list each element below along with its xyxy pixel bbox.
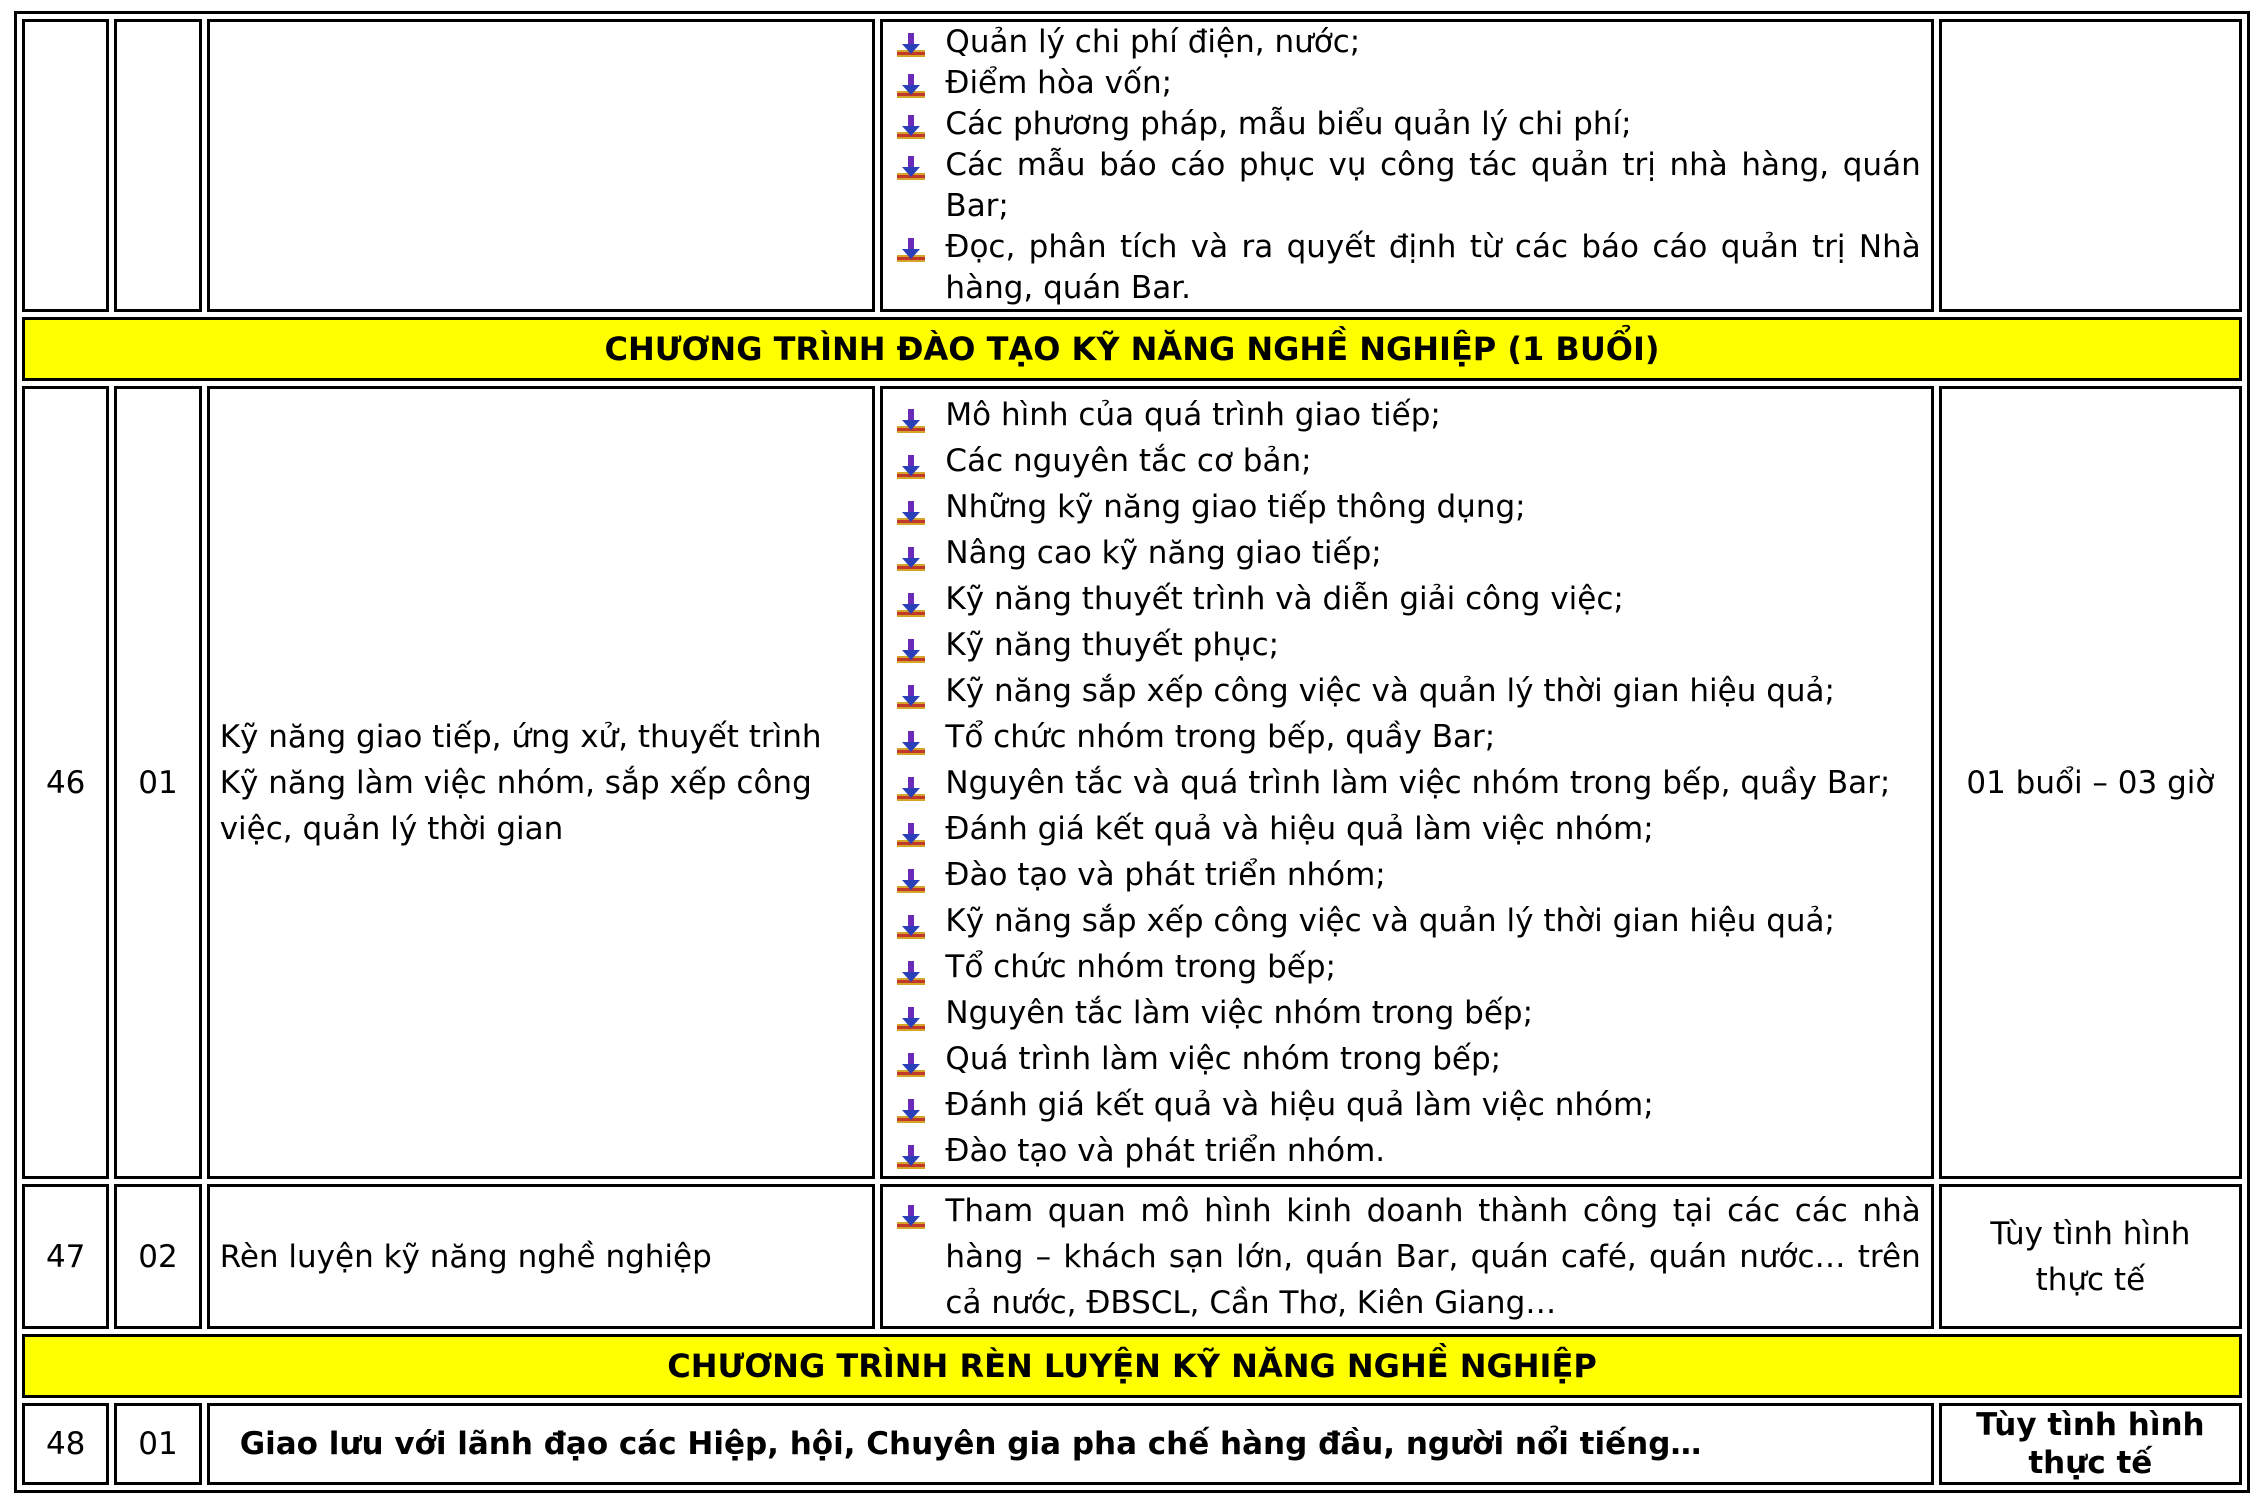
bullet-item [893,576,1920,622]
bullet-item [893,1128,1920,1174]
arrow-down-bullet-icon [897,1138,925,1164]
arrow-down-bullet-icon [897,540,925,566]
bullet-text: Các phương pháp, mẫu biểu quản lý chi phí; [945,106,1632,142]
title-line: Kỹ năng làm việc nhóm, sắp xếp công việc, quản lý thời gian [219,764,812,847]
bullet-item [893,852,1920,898]
bullet-item [893,1036,1920,1082]
duration-cell: Tùy tình hình thực tế [1939,1184,2242,1329]
stt-cell: 46 [22,386,109,1179]
code-cell [114,19,201,312]
section-header: CHƯƠNG TRÌNH ĐÀO TẠO KỸ NĂNG NGHỀ NGHIỆP (1 BUỔI) [22,317,2242,381]
arrow-down-bullet-icon [897,954,925,980]
title-line: Rèn luyện kỹ năng nghề nghiệp [219,1238,712,1275]
arrow-down-bullet-icon [897,770,925,796]
bullet-text: Nguyên tắc và quá trình làm việc nhóm trong bếp, quầy Bar; [945,764,1891,801]
arrow-down-bullet-icon [897,448,925,474]
section-header-row [22,1334,2242,1398]
bullet-item [893,668,1920,714]
code-cell: 01 [114,386,201,1179]
arrow-down-bullet-icon [897,632,925,658]
bullet-text: Các nguyên tắc cơ bản; [945,442,1312,479]
bullet-text: Quản lý chi phí điện, nước; [945,24,1361,60]
arrow-down-bullet-icon [897,1046,925,1072]
curriculum-table [14,11,2250,1493]
arrow-down-bullet-icon [897,494,925,520]
table-row [22,386,2242,1179]
arrow-down-bullet-icon [897,402,925,428]
bullet-text: Tổ chức nhóm trong bếp, quầy Bar; [945,718,1496,755]
arrow-down-bullet-icon [897,1092,925,1118]
bullet-item [893,1082,1920,1128]
arrow-down-bullet-icon [897,70,925,96]
title-line: Kỹ năng giao tiếp, ứng xử, thuyết trình [219,718,822,755]
bullet-item [893,484,1920,530]
content-cell [880,1184,1933,1329]
bullet-text: Mô hình của quá trình giao tiếp; [945,396,1441,433]
bullet-text: Đọc, phân tích và ra quyết định từ các báo cáo quản trị Nhà hàng, quán Bar. [945,229,1921,306]
bullet-item [893,227,1920,309]
bullet-item [893,760,1920,806]
bullet-item [893,1188,1920,1326]
table-row [22,1184,2242,1329]
bullet-item [893,104,1920,145]
arrow-down-bullet-icon [897,862,925,888]
bullet-text: Tổ chức nhóm trong bếp; [945,948,1336,985]
bullet-item [893,530,1920,576]
duration-cell: 01 buổi – 03 giờ [1939,386,2242,1179]
bullet-text: Kỹ năng sắp xếp công việc và quản lý thời gian hiệu quả; [945,672,1835,709]
bullet-list [893,1188,1920,1326]
content-cell [880,386,1933,1179]
bullet-text: Kỹ năng thuyết trình và diễn giải công việc; [945,580,1624,617]
bullet-item [893,714,1920,760]
bullet-item [893,392,1920,438]
bullet-list [893,22,1920,309]
bullet-item [893,438,1920,484]
section-header: CHƯƠNG TRÌNH RÈN LUYỆN KỸ NĂNG NGHỀ NGHIỆP [22,1334,2242,1398]
bullet-item [893,622,1920,668]
arrow-down-bullet-icon [897,816,925,842]
bullet-text: Đánh giá kết quả và hiệu quả làm việc nhóm; [945,1086,1654,1123]
arrow-down-bullet-icon [897,1000,925,1026]
arrow-down-bullet-icon [897,111,925,137]
bullet-text: Kỹ năng sắp xếp công việc và quản lý thời gian hiệu quả; [945,902,1835,939]
bullet-text: Nâng cao kỹ năng giao tiếp; [945,534,1382,571]
bullet-text: Kỹ năng thuyết phục; [945,626,1280,663]
bullet-text: Các mẫu báo cáo phục vụ công tác quản trị nhà hàng, quán Bar; [945,147,1921,224]
stt-cell [22,19,109,312]
bullet-text: Đào tạo và phát triển nhóm. [945,1132,1386,1169]
bullet-text: Những kỹ năng giao tiếp thông dụng; [945,488,1526,525]
arrow-down-bullet-icon [897,586,925,612]
bullet-item [893,145,1920,227]
arrow-down-bullet-icon [897,29,925,55]
content-cell [880,19,1933,312]
code-cell: 02 [114,1184,201,1329]
title-cell [207,386,876,1179]
arrow-down-bullet-icon [897,234,925,260]
bullet-item [893,806,1920,852]
bullet-text: Điểm hòa vốn; [945,65,1173,101]
arrow-down-bullet-icon [897,152,925,178]
title-cell [207,1184,876,1329]
code-cell: 01 [114,1403,201,1485]
table-row [22,1403,2242,1485]
section-header-row [22,317,2242,381]
merged-content-cell: Giao lưu với lãnh đạo các Hiệp, hội, Chuyên gia pha chế hàng đầu, người nổi tiếng… [207,1403,1934,1485]
arrow-down-bullet-icon [897,724,925,750]
document-table-wrapper [14,11,2250,1493]
table-row-continuation [22,19,2242,312]
stt-cell: 47 [22,1184,109,1329]
bullet-text: Đào tạo và phát triển nhóm; [945,856,1386,893]
arrow-down-bullet-icon [897,1198,925,1224]
bullet-item [893,898,1920,944]
bullet-item [893,63,1920,104]
duration-cell: Tùy tình hình thực tế [1939,1403,2242,1485]
bullet-item [893,22,1920,63]
bullet-list [893,392,1920,1174]
arrow-down-bullet-icon [897,678,925,704]
stt-cell: 48 [22,1403,109,1485]
title-cell [207,19,876,312]
bullet-text: Tham quan mô hình kinh doanh thành công tại các các nhà hàng – khách sạn lớn, quán Bar, quán café, quán nước… trên cả nước, ĐBSCL, Cần Thơ, Kiên Giang… [945,1192,1921,1321]
bullet-text: Nguyên tắc làm việc nhóm trong bếp; [945,994,1534,1031]
bullet-item [893,990,1920,1036]
bullet-text: Quá trình làm việc nhóm trong bếp; [945,1040,1502,1077]
duration-cell [1939,19,2242,312]
arrow-down-bullet-icon [897,908,925,934]
bullet-item [893,944,1920,990]
bullet-text: Đánh giá kết quả và hiệu quả làm việc nhóm; [945,810,1654,847]
